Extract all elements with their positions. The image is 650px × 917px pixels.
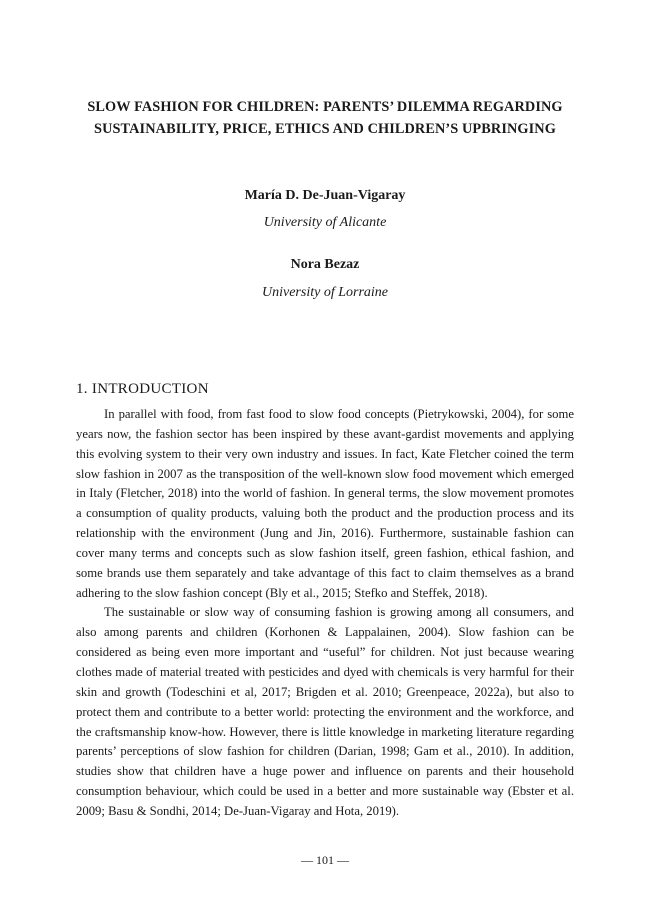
section-heading: 1. INTRODUCTION	[76, 381, 209, 397]
title-line-1: SLOW FASHION FOR CHILDREN: PARENTS’ DILEMMA REGARDING	[87, 99, 563, 115]
author-affiliation: University of Alicante	[263, 215, 387, 230]
body-text	[76, 405, 574, 822]
author-name: María D. De-Juan-Vigaray	[244, 188, 406, 203]
paper-title	[60, 96, 590, 140]
author-name: Nora Bezaz	[290, 257, 360, 272]
paragraph: The sustainable or slow way of consuming fashion is growing among all consumers, and also among parents and children (Korhonen & Lappalainen, 2004). Slow fashion can be considered as being even more important and “useful” for children. Not just because wearing clothes made of material treated with pesticides and dyed with chemicals is very harmful for their skin and growth (Todeschini et al, 2017; Brigden et al. 2010; Greenpeace, 2022a), but also to protect them and contribute to a better world: protecting the environment and the workforce, and the craftsmanship know-how. However, there is little knowledge in marketing literature regarding parents’ perceptions of slow fashion for children (Darian, 1998; Gam et al., 2010). In addition, studies show that children have a huge power and influence on parents and their household consumption behaviour, which could be used in a better and more sustainable way (Ebster et al. 2009; Basu & Sondhi, 2014; De-Juan-Vigaray and Hota, 2019).	[76, 605, 574, 818]
page-number: — 101 —	[301, 853, 349, 867]
author-affiliation: University of Lorraine	[262, 285, 388, 300]
paragraph: In parallel with food, from fast food to slow food concepts (Pietrykowski, 2004), for some years now, the fashion sector has been inspired by these avant-gardist movements and applying this evolving system to their very own industry and issues. In fact, Kate Fletcher coined the term slow fashion in 2007 as the transposition of the well-known slow food movement which emerged in Italy (Fletcher, 2018) into the world of fashion. In general terms, the slow movement promotes a consumption of quality products, valuing both the product and the production process and its relationship with the environment (Jung and Jin, 2016). Furthermore, sustainable fashion can cover many terms and concepts such as slow fashion itself, green fashion, ethical fashion, and some brands use them separately and take advantage of this fact to claim themselves as a brand adhering to the slow fashion concept (Bly et al., 2015; Stefko and Steffek, 2018).	[76, 407, 574, 600]
title-line-2: SUSTAINABILITY, PRICE, ETHICS AND CHILDREN’S UPBRINGING	[94, 121, 556, 137]
